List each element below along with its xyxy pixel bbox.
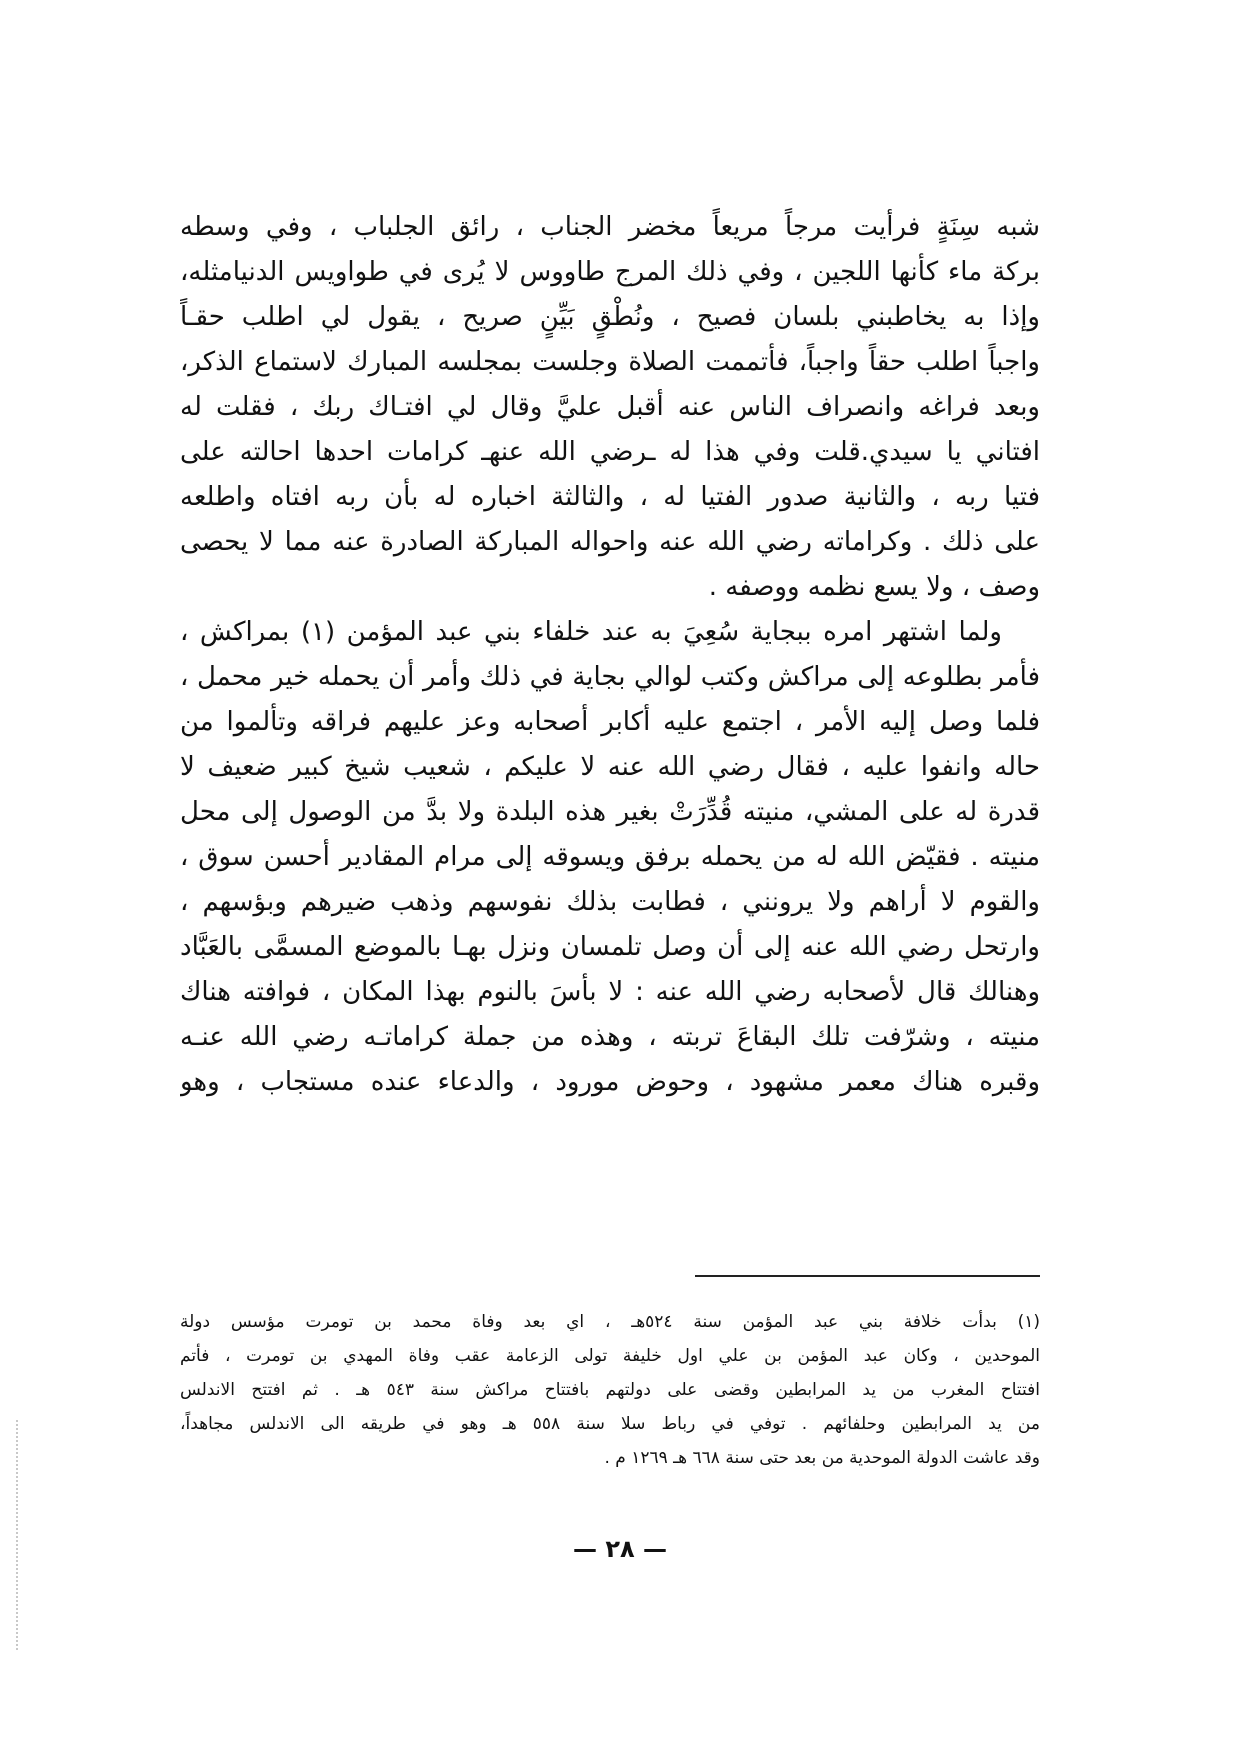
footnote-line: (١) بدأت خلافة بني عبد المؤمن سنة ٥٢٤هـ ، اي بعد وفاة محمد بن تومرت مؤسس دولة xyxy=(180,1312,1040,1332)
main-text-block xyxy=(180,205,1040,1105)
paragraph-end-line: وصف ، ولا يسع نظمه ووصفه . xyxy=(708,572,1040,602)
text-line: منيته . فقيّض الله له من يحمله برفق ويسوقه إلى مرام المقادير أحسن سوق ، xyxy=(180,842,1040,872)
text-line: منيته ، وشرّفت تلك البقاعَ تربته ، وهذه من جملة كراماتـه رضي الله عنـه xyxy=(180,1022,1040,1052)
footnote-line: من يد المرابطين وحلفائهم . توفي في رباط سلا سنة ٥٥٨ هـ وهو في طريقه الى الاندلس مجاهداً، xyxy=(180,1414,1040,1434)
text-line: وهنالك قال لأصحابه رضي الله عنه : لا بأسَ بالنوم بهذا المكان ، فوافته هناك xyxy=(180,977,1040,1007)
text-line: بركة ماء كأنها اللجين ، وفي ذلك المرج طاووس لا يُرى في طواويس الدنيامثله، xyxy=(180,257,1040,287)
text-line: قدرة له على المشي، منيته قُدِّرَتْ بغير هذه البلدة ولا بدَّ من الوصول إلى محل xyxy=(180,797,1040,827)
footnote-line: افتتاح المغرب من يد المرابطين وقضى على دولتهم بافتتاح مراكش سنة ٥٤٣ هـ . ثم افتتح الاندلس xyxy=(180,1380,1040,1400)
scan-margin-artifact xyxy=(16,1420,20,1650)
text-line: واجباً اطلب حقاً واجباً، فأتممت الصلاة وجلست بمجلسه المبارك لاستماع الذكر، xyxy=(180,347,1040,377)
text-line: فلما وصل إليه الأمر ، اجتمع عليه أكابر أصحابه وعز عليهم فراقه وتألموا من xyxy=(180,707,1040,737)
paragraph-start-line: ولما اشتهر امره ببجاية سُعِيَ به عند خلفاء بني عبد المؤمن (١) بمراكش ، xyxy=(180,617,1002,647)
page-number: — ٢٨ — xyxy=(572,1535,667,1563)
text-line: وبعد فراغه وانصراف الناس عنه أقبل عليَّ وقال لي افتـاك ربك ، فقلت له xyxy=(180,392,1040,422)
text-line: وارتحل رضي الله عنه إلى أن وصل تلمسان ونزل بهـا بالموضع المسمَّى بالعَبَّاد xyxy=(180,932,1040,962)
text-line: شبه سِنَةٍ فرأيت مرجاً مريعاً مخضر الجناب ، رائق الجلباب ، وفي وسطه xyxy=(180,212,1040,242)
text-line: والقوم لا أراهم ولا يرونني ، فطابت بذلك نفوسهم وذهب ضيرهم وبؤسهم ، xyxy=(180,887,1040,917)
text-line: فتيا ربه ، والثانية صدور الفتيا له ، والثالثة اخباره له بأن ربه افتاه واطلعه xyxy=(180,482,1040,512)
text-line: على ذلك . وكراماته رضي الله عنه واحواله المباركة الصادرة عنه مما لا يحصى xyxy=(180,527,1040,557)
text-line: وإذا به يخاطبني بلسان فصيح ، ونُطْقٍ بَيِّنٍ صريح ، يقول لي اطلب حقـاً xyxy=(180,302,1040,332)
footnote-line: وقد عاشت الدولة الموحدية من بعد حتى سنة ٦٦٨ هـ ١٢٦٩ م . xyxy=(604,1448,1040,1468)
text-line: افتاني يا سيدي.قلت وفي هذا له ـرضي الله عنهـ كرامات احدها احالته على xyxy=(180,437,1040,467)
footnote-block xyxy=(180,1305,1040,1475)
text-line: وقبره هناك معمر مشهود ، وحوض مورود ، والدعاء عنده مستجاب ، وهو xyxy=(180,1067,1040,1097)
footnote-line: الموحدين ، وكان عبد المؤمن بن علي اول خليفة تولى الزعامة عقب وفاة المهدي بن تومرت ، فأتم xyxy=(180,1346,1040,1366)
footnote-separator xyxy=(695,1275,1040,1277)
text-line: حاله وانفوا عليه ، فقال رضي الله عنه لا عليكم ، شعيب شيخ كبير ضعيف لا xyxy=(180,752,1040,782)
text-line: فأمر بطلوعه إلى مراكش وكتب لوالي بجاية في ذلك وأمر أن يحمله خير محمل ، xyxy=(180,662,1040,692)
